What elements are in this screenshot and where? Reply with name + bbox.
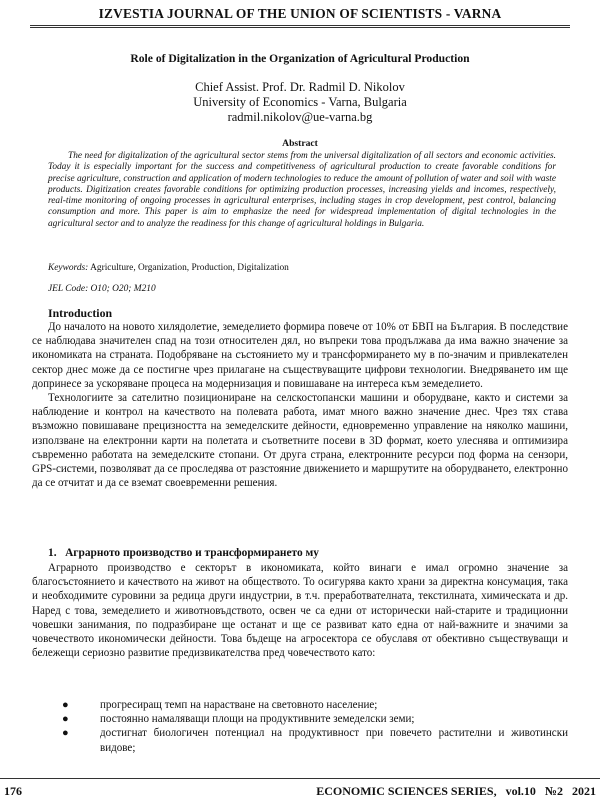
paper-title: Role of Digitalization in the Organization of Agricultural Production — [130, 52, 470, 65]
introduction-paragraph: Технологиите за сателитно позициониране на селскостопански машини и оборудване, както и системи за наблюдение и контрол на качеството на полевата работа, имат много важно значение днес. Чрез тях става възможно повишаване прецизността на земеделските дейности, едновременно управление на няколко машини, използване на електронни карти на полетата и съответните посеви в 3D формат, което улеснява и оптимизира съвременно работата на земеделските стопани. От друга страна, електронните ресурси под форма на сензори, GPS-системи, позволяват да се проследява от разстояние движението и маршрутите на оборудването, електронно да се отчитат и да се вземат своевременни решения. — [32, 392, 568, 490]
section-1-body — [32, 561, 568, 660]
journal-header: IZVESTIA JOURNAL OF THE UNION OF SCIENTISTS - VARNA — [98, 6, 502, 21]
header-rule — [30, 25, 570, 26]
challenges-list — [60, 698, 568, 755]
author-email: radmil.nikolov@ue-varna.bg — [227, 110, 373, 124]
bullet-icon: ● — [62, 727, 69, 740]
abstract-text: The need for digitalization of the agricultural sector stems from the universal digitalization of all sectors and economic activities. Today it is especially important for the success and competitiveness of agricultural production to create favorable conditions for precise agriculture, construction and application of modern technologies to reduce the amount of pollution of water and soil with waste products. Digitization creates favorable conditions for optimizing production processes, increasing yields and incomes, respectively, real-time monitoring of ongoing processes in agricultural enterprises, including stages in crop development, pest control, balancing consumption and more. This paper is aim to emphasize the need for widespread implementation of digital technologies in the agricultural sector and to analyze the readiness for this change of agricultural holdings in Bulgaria. — [48, 151, 556, 229]
introduction-paragraph: До началото на новото хилядолетие, земеделието формира повече от 10% от БВП на България. В последствие се наблюдава значителен спад на този относителен дял, но въпреки това продължава да има важно значение за икономиката на страната. Подобряване на състоянието му и трансформирането му в по-значим и привлекателен сектор днес може да се постигне чрез прилагане на съществуващите цифрови технологии. Внедряването им ще допринесе за ускоряване процеса на модернизация и повишаване на интереса към земеделието. — [32, 321, 568, 390]
keywords-value: Agriculture, Organization, Production, Digitalization — [90, 263, 289, 273]
author-name: Chief Assist. Prof. Dr. Radmil D. Nikolov — [195, 80, 405, 94]
list-item-text: прогресиращ темп на нарастване на световното население; — [100, 699, 378, 711]
series-info: ECONOMIC SCIENCES SERIES, vol.10 №2 2021 — [316, 784, 596, 798]
page-number: 176 — [4, 784, 22, 798]
author-block — [0, 80, 600, 125]
abstract-heading: Abstract — [282, 138, 318, 149]
bullet-icon: ● — [62, 699, 69, 711]
header-rule-double — [30, 27, 570, 28]
footer-rule — [0, 778, 600, 779]
list-item-text: постоянно намаляващи площи на продуктивните земеделски земи; — [100, 713, 415, 726]
author-affiliation: University of Economics - Varna, Bulgaria — [193, 95, 407, 109]
jel-value: O10; O20; M210 — [90, 284, 156, 294]
section-1-paragraph: Аграрното производство е секторът в икономиката, който винаги е имал огромно значение за благосъстоянието и качеството на живот на обществото. То осигурява както храни за директна консумация, така и необходимите суровини за редица други индустрии, в т.ч. преработвателната, текстилната, химическата и др. Наред с това, земеделието и животновъдството, освен че са едни от исторически най-старите и традиционни човешки занимания, по подразбиране ще останат и ще се развиват като една от най-важните и значими за човечеството икономически дейности. Това бъдеще на агросектора се обуславя от обективно съществуващи и бележещи сериозно развитие предизвикателства пред човечеството като: — [32, 562, 568, 660]
keywords-label: Keywords: — [48, 263, 89, 273]
section-1-heading: 1. Аграрното производство и трансформирането му — [48, 547, 319, 559]
list-item — [60, 698, 568, 712]
list-item-text: достигнат биологичен потенциал на продуктивност при повечето растителни и животински видове; — [100, 727, 568, 754]
bullet-icon: ● — [62, 713, 69, 726]
jel-label: JEL Code: — [48, 284, 89, 294]
list-item — [60, 712, 568, 726]
keywords-line — [48, 263, 289, 273]
list-item — [60, 726, 568, 754]
jel-line — [48, 284, 156, 294]
introduction-heading: Introduction — [48, 306, 113, 320]
introduction-body — [32, 320, 568, 490]
